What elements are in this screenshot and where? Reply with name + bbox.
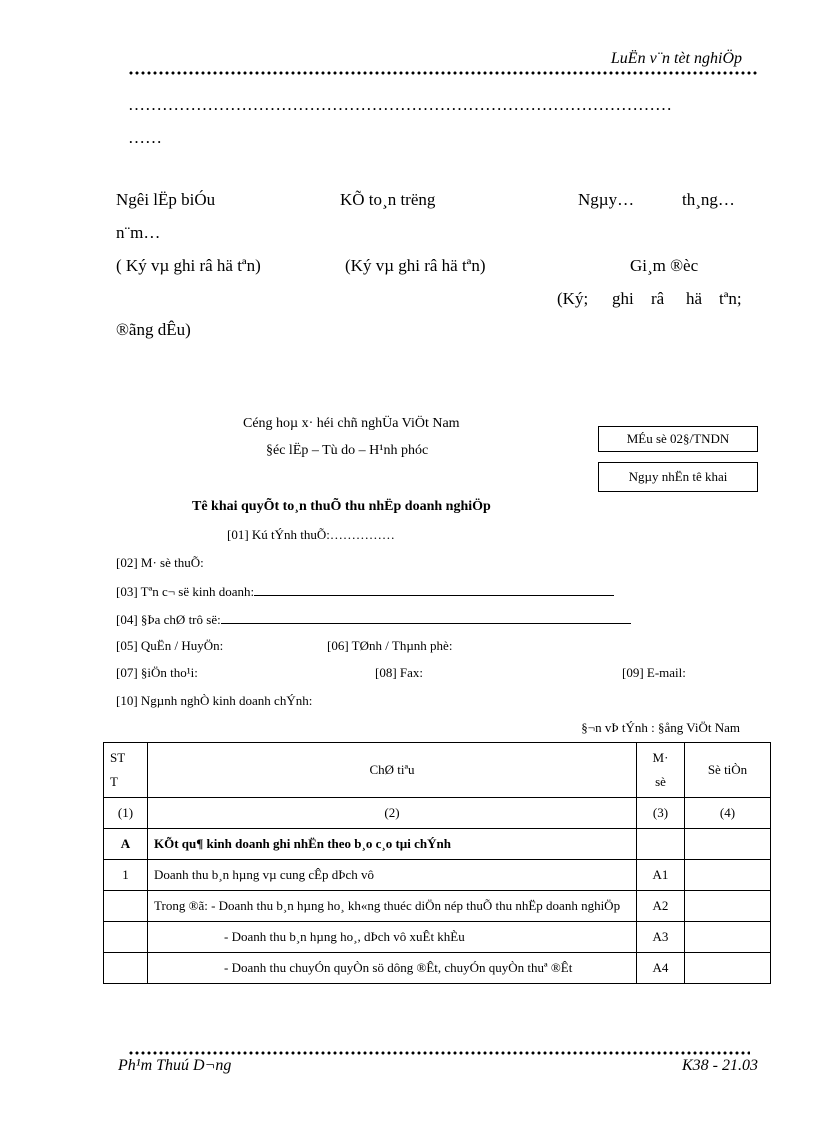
number-cell: (3) bbox=[637, 798, 685, 829]
row-code: A3 bbox=[637, 922, 685, 953]
header-stt bbox=[104, 743, 148, 798]
header-indicator: ChØ tiªu bbox=[148, 743, 637, 798]
document-header-title: LuËn v¨n tèt nghiÖp bbox=[610, 50, 742, 67]
form-number-box: MÉu sè 02§/TNDN bbox=[598, 426, 758, 452]
director-note-1: (Ký; bbox=[557, 289, 589, 308]
row-label: Trong ®ã: - Doanh thu b¸n hµng ho¸ kh«ng thuéc diÖn nép thuÕ thu nhËp doanh nghiÖp bbox=[148, 891, 637, 922]
table-row bbox=[104, 953, 771, 984]
header-code-line2: sè bbox=[655, 774, 666, 789]
row-stt: A bbox=[104, 829, 148, 860]
header-stt-line2: T bbox=[110, 774, 118, 789]
row-amount[interactable] bbox=[685, 891, 771, 922]
row-code bbox=[637, 829, 685, 860]
table-header-row bbox=[104, 743, 771, 798]
field-province: [06] TØnh / Thµnh phè: bbox=[327, 638, 453, 653]
currency-unit: §¬n vÞ tÝnh : §ång ViÖt Nam bbox=[581, 720, 740, 735]
table-row bbox=[104, 891, 771, 922]
accountant-note: (Ký vµ ghi râ hä tªn) bbox=[345, 256, 486, 275]
tax-period: [01] Kú tÝnh thuÕ:…………… bbox=[227, 527, 395, 542]
field-address-label: [04] §Þa chØ trô së: bbox=[116, 612, 221, 627]
director-note-3: râ bbox=[651, 289, 665, 308]
field-main-business: [10] Ngµnh nghÒ kinh doanh chÝnh: bbox=[116, 693, 313, 708]
table-row bbox=[104, 860, 771, 891]
header-amount: Sè tiÒn bbox=[685, 743, 771, 798]
header-code bbox=[637, 743, 685, 798]
footer-class: K38 - 21.03 bbox=[682, 1057, 758, 1074]
number-cell: (4) bbox=[685, 798, 771, 829]
preparer-note: ( Ký vµ ghi râ hä tªn) bbox=[116, 256, 261, 275]
field-email: [09] E-mail: bbox=[622, 665, 686, 680]
row-label: Doanh thu b¸n hµng vµ cung cÊp dÞch vô bbox=[148, 860, 637, 891]
date-year: n¨m… bbox=[116, 223, 161, 242]
header-code-line1: M· bbox=[652, 750, 669, 765]
row-code: A1 bbox=[637, 860, 685, 891]
national-motto: §éc lËp – Tù do – H¹nh phóc bbox=[266, 443, 429, 458]
tax-table bbox=[103, 742, 771, 984]
table-row bbox=[104, 922, 771, 953]
row-stt bbox=[104, 891, 148, 922]
form-title: Tê khai quyÕt to¸n thuÕ thu nhËp doanh nghiÖp bbox=[192, 499, 491, 514]
field-district: [05] QuËn / HuyÖn: bbox=[116, 638, 224, 653]
header-stt-line1: ST bbox=[110, 750, 126, 765]
row-label: KÕt qu¶ kinh doanh ghi nhËn theo b¸o c¸o tµi chÝnh bbox=[148, 829, 637, 860]
date-month: th¸ng… bbox=[682, 190, 735, 209]
row-stt: 1 bbox=[104, 860, 148, 891]
row-amount[interactable] bbox=[685, 829, 771, 860]
row-stt bbox=[104, 922, 148, 953]
footer-dotted-rule bbox=[128, 1050, 750, 1056]
director-label: Gi¸m ®èc bbox=[630, 256, 699, 275]
field-phone: [07] §iÖn tho¹i: bbox=[116, 665, 198, 680]
header-dotted-rule bbox=[128, 70, 758, 76]
number-cell: (1) bbox=[104, 798, 148, 829]
date-day: Ngµy… bbox=[578, 190, 635, 209]
field-fax: [08] Fax: bbox=[375, 665, 424, 680]
row-label: - Doanh thu b¸n hµng ho¸, dÞch vô xuÊt khÈu bbox=[148, 922, 637, 953]
row-stt bbox=[104, 953, 148, 984]
field-address-line[interactable] bbox=[221, 611, 631, 624]
table-number-row bbox=[104, 798, 771, 829]
row-amount[interactable] bbox=[685, 860, 771, 891]
footer-author: Ph¹m Thuú D¬ng bbox=[118, 1057, 232, 1074]
field-business-name-label: [03] Tªn c¬ së kinh doanh: bbox=[116, 584, 255, 599]
director-note-6: ®ãng dÊu) bbox=[116, 320, 191, 339]
preparer-label: Ngêi lËp biÓu bbox=[116, 190, 216, 209]
republic-name: Céng hoµ x· héi chñ nghÜa ViÖt Nam bbox=[243, 416, 460, 431]
number-cell: (2) bbox=[148, 798, 637, 829]
director-note-5: tªn; bbox=[719, 289, 742, 308]
row-code: A2 bbox=[637, 891, 685, 922]
row-label: - Doanh thu chuyÓn quyÒn sö dông ®Êt, chuyÓn quyÒn thuª ®Êt bbox=[148, 953, 637, 984]
row-amount[interactable] bbox=[685, 922, 771, 953]
dotted-line: …………………………………………………………………………………… bbox=[128, 95, 672, 114]
table-row bbox=[104, 829, 771, 860]
received-date-box: Ngµy nhËn tê khai bbox=[598, 462, 758, 492]
row-amount[interactable] bbox=[685, 953, 771, 984]
director-note-4: hä bbox=[686, 289, 703, 308]
accountant-label: KÕ to¸n trëng bbox=[340, 190, 436, 209]
field-address bbox=[116, 611, 631, 628]
director-note-2: ghi bbox=[612, 289, 634, 308]
field-tax-code: [02] M· sè thuÕ: bbox=[116, 555, 204, 570]
row-code: A4 bbox=[637, 953, 685, 984]
dotted-line-continued: …… bbox=[128, 128, 162, 147]
field-business-name bbox=[116, 583, 614, 600]
field-business-name-line[interactable] bbox=[254, 583, 614, 596]
